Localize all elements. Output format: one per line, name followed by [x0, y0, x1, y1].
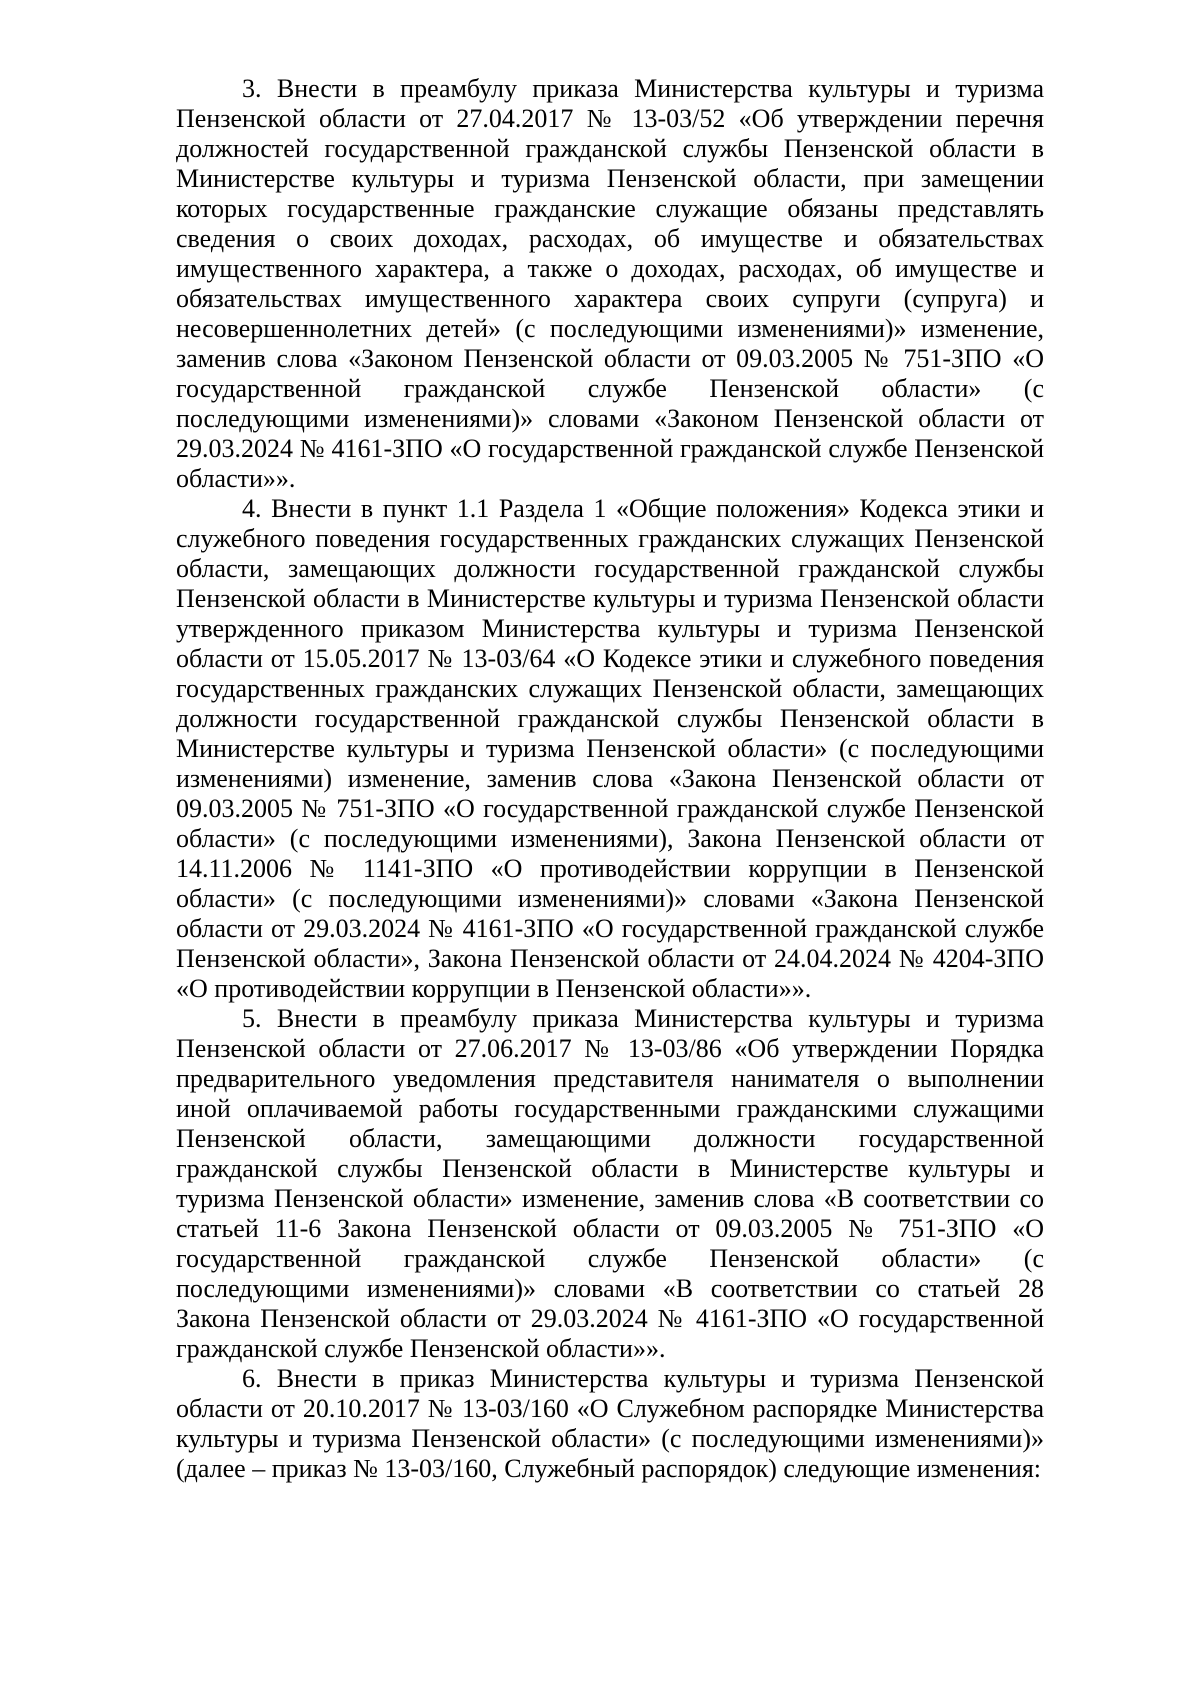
paragraph-item-4: 4. Внести в пункт 1.1 Раздела 1 «Общие положения» Кодекса этики и служебного поведения государственных гражданских служащих Пензенской области, замещающих должности государственной гражданской службы Пензенской области в Министерстве культуры и туризма Пензенской области утвержденного приказом Министерства культуры и туризма Пензенской области от 15.05.2017 № 13-03/64 «О Кодексе этики и служебного поведения государственных гражданских служащих Пензенской области, замещающих должности государственной гражданской службы Пензенской области в Министерстве культуры и туризма Пензенской области» (с последующими изменениями) изменение, заменив слова «Закона Пензенской области от 09.03.2005 № 751-ЗПО «О государственной гражданской службе Пензенской области» (с последующими изменениями), Закона Пензенской области от 14.11.2006 № 1141-ЗПО «О противодействии коррупции в Пензенской области» (с последующими изменениями)» словами «Закона Пензенской области от 29.03.2024 № 4161-ЗПО «О государственной гражданской службе Пензенской области», Закона Пензенской области от 24.04.2024 № 4204-ЗПО «О противодействии коррупции в Пензенской области»».	[176, 494, 1044, 1003]
paragraph-item-5: 5. Внести в преамбулу приказа Министерства культуры и туризма Пензенской области от 27.06.2017 № 13-03/86 «Об утверждении Порядка предварительного уведомления представителя нанимателя о выполнении иной оплачиваемой работы государственными гражданскими служащими Пензенской области, замещающими должности государственной гражданской службы Пензенской области в Министерстве культуры и туризма Пензенской области» изменение, заменив слова «В соответствии со статьей 11-6 Закона Пензенской области от 09.03.2005 № 751-ЗПО «О государственной гражданской службе Пензенской области» (с последующими изменениями)» словами «В соответствии со статьей 28 Закона Пензенской области от 29.03.2024 № 4161-ЗПО «О государственной гражданской службе Пензенской области»».	[176, 1004, 1044, 1363]
paragraph-item-6: 6. Внести в приказ Министерства культуры и туризма Пензенской области от 20.10.2017 № 13-03/160 «О Служебном распорядке Министерства культуры и туризма Пензенской области» (с последующими изменениями)» (далее – приказ № 13-03/160, Служебный распорядок) следующие изменения:	[176, 1364, 1044, 1483]
paragraph-item-3: 3. Внести в преамбулу приказа Министерства культуры и туризма Пензенской области от 27.04.2017 № 13-03/52 «Об утверждении перечня должностей государственной гражданской службы Пензенской области в Министерстве культуры и туризма Пензенской области, при замещении которых государственные гражданские служащие обязаны представлять сведения о своих доходах, расходах, об имуществе и обязательствах имущественного характера, а также о доходах, расходах, об имуществе и обязательствах имущественного характера своих супруги (супруга) и несовершеннолетних детей» (с последующими изменениями)» изменение, заменив слова «Законом Пензенской области от 09.03.2005 № 751-ЗПО «О государственной гражданской службе Пензенской области» (с последующими изменениями)» словами «Законом Пензенской области от 29.03.2024 № 4161-ЗПО «О государственной гражданской службе Пензенской области»».	[176, 74, 1044, 493]
document-page	[176, 74, 1044, 1484]
